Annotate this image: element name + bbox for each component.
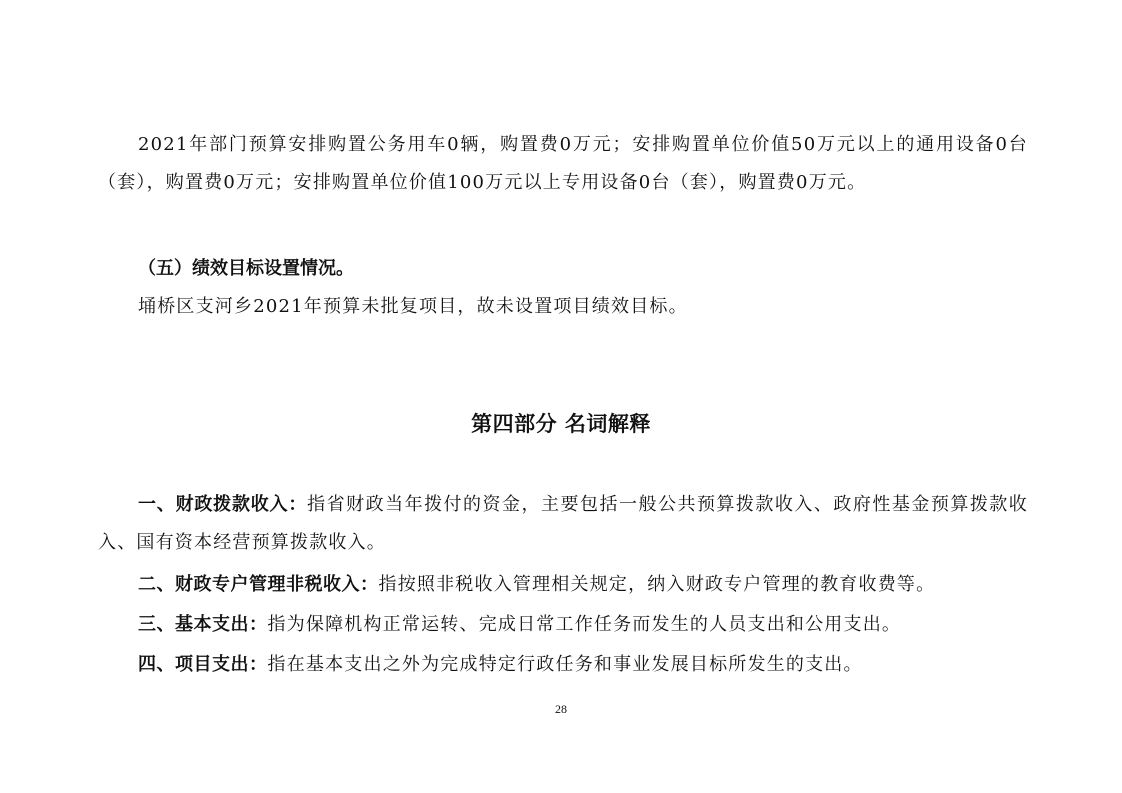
definition-text: 指在基本支出之外为完成特定行政任务和事业发展目标所发生的支出。 <box>267 654 863 675</box>
definition-text: 指为保障机构正常运转、完成日常工作任务而发生的人员支出和公用支出。 <box>267 614 902 635</box>
performance-goals-heading: （五）绩效目标设置情况。 <box>138 258 354 279</box>
definition-term: 三、基本支出： <box>138 614 268 635</box>
definition-term: 一、财政拨款收入： <box>138 494 308 515</box>
definition-basic-expenditure <box>98 606 1028 644</box>
performance-goals-paragraph: 埇桥区支河乡2021年预算未批复项目，故未设置项目绩效目标。 <box>138 296 688 317</box>
definition-fiscal-appropriation <box>98 486 1028 562</box>
definition-text: 指省财政当年拨付的资金，主要包括一般公共预算拨款收入、政府性基金预算拨款收入、国有资本经营预算拨款收入。 <box>98 494 1028 553</box>
vehicle-equipment-paragraph: 2021年部门预算安排购置公务用车0辆，购置费0万元；安排购置单位价值50万元以上的通用设备0台（套），购置费0万元；安排购置单位价值100万元以上专用设备0台（套），购置费0万元。 <box>98 134 1028 193</box>
definition-text: 指按照非税收入管理相关规定，纳入财政专户管理的教育收费等。 <box>378 574 936 595</box>
definition-term: 四、项目支出： <box>138 654 268 675</box>
definition-term: 二、财政专户管理非税收入： <box>138 574 379 595</box>
definition-project-expenditure <box>98 646 1028 684</box>
definition-non-tax-revenue <box>98 566 1028 604</box>
page-number: 28 <box>555 702 567 716</box>
section-title: 第四部分 名词解释 <box>471 412 651 436</box>
